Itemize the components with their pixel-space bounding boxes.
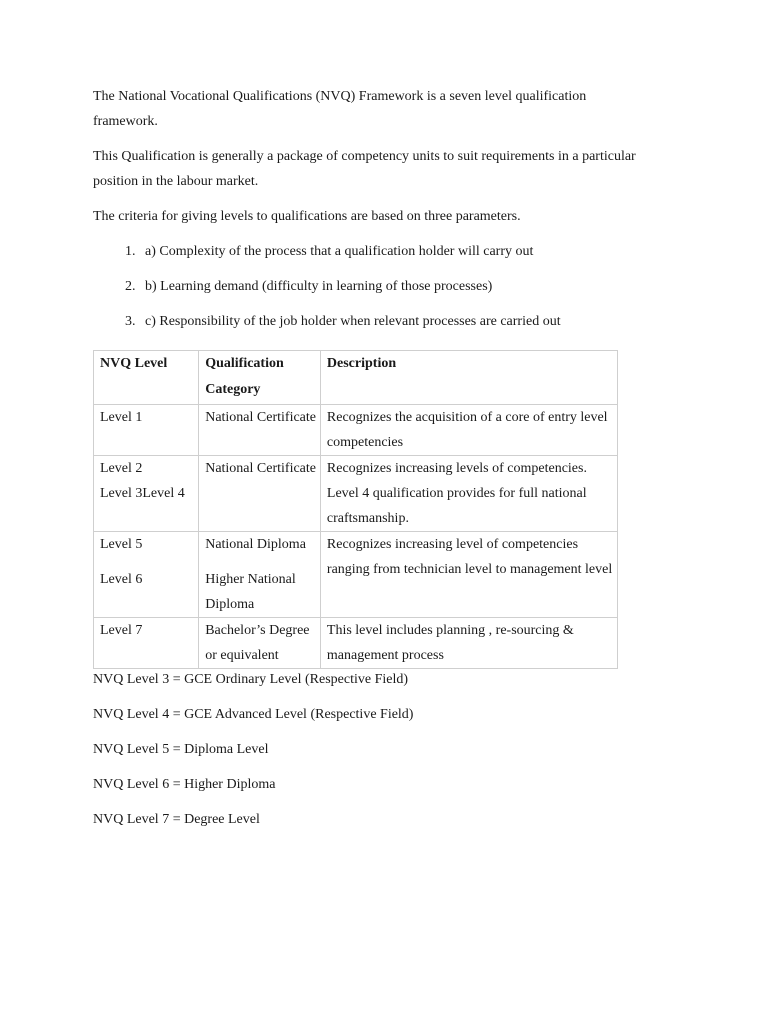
cell-level xyxy=(94,456,199,532)
cell-description: Recognizes the acquisition of a core of entry level competencies xyxy=(320,405,617,456)
equivalent-line: NVQ Level 3 = GCE Ordinary Level (Respective Field) xyxy=(93,672,409,687)
equivalent-line: NVQ Level 4 = GCE Advanced Level (Respective Field) xyxy=(93,707,414,722)
level-text: Level 2 xyxy=(100,461,143,476)
header-qualification-category: Qualification Category xyxy=(199,351,321,405)
cell-category xyxy=(199,456,321,532)
intro-paragraph-1: The National Vocational Qualifications (NVQ) Framework is a seven level qualification framework. xyxy=(93,89,587,129)
equivalent-line: NVQ Level 7 = Degree Level xyxy=(93,812,260,827)
table-row xyxy=(94,405,618,456)
table-header-row xyxy=(94,351,618,405)
header-description: Description xyxy=(320,351,617,405)
category-text: National Certificate xyxy=(205,410,316,425)
header-nvq-level: NVQ Level xyxy=(94,351,199,405)
category-text: National Diploma xyxy=(205,537,306,552)
cell-level xyxy=(94,618,199,669)
cell-description: This level includes planning , re-sourcing & management process xyxy=(320,618,617,669)
equivalents-list xyxy=(93,667,653,832)
level-text: Level 7 xyxy=(100,623,143,638)
nvq-levels-table xyxy=(93,350,618,669)
category-text: Bachelor’s Degree or equivalent xyxy=(205,623,310,663)
criteria-item: 1. a) Complexity of the process that a qualification holder will carry out xyxy=(139,239,653,264)
table-row xyxy=(94,456,618,532)
cell-category xyxy=(199,532,321,618)
intro-paragraph-3: The criteria for giving levels to qualifications are based on three parameters. xyxy=(93,209,521,224)
equivalent-line: NVQ Level 5 = Diploma Level xyxy=(93,742,269,757)
table-row xyxy=(94,532,618,618)
intro-paragraph-2: This Qualification is generally a package of competency units to suit requirements in a particular position in the labour market. xyxy=(93,149,636,189)
table-row xyxy=(94,618,618,669)
cell-description: Recognizes increasing level of competencies ranging from technician level to management level xyxy=(320,532,617,618)
level-text: Level 1 xyxy=(100,410,143,425)
criteria-list xyxy=(93,239,653,334)
cell-category xyxy=(199,405,321,456)
document-page xyxy=(93,84,653,842)
cell-level xyxy=(94,532,199,618)
criteria-item: 3. c) Responsibility of the job holder when relevant processes are carried out xyxy=(139,309,653,334)
category-text: Higher National Diploma xyxy=(205,572,296,612)
cell-description: Recognizes increasing levels of competencies. Level 4 qualification provides for full national craftsmanship. xyxy=(320,456,617,532)
equivalent-line: NVQ Level 6 = Higher Diploma xyxy=(93,777,276,792)
cell-category xyxy=(199,618,321,669)
level-text: Level 5 xyxy=(100,537,143,552)
criteria-item: 2. b) Learning demand (difficulty in learning of those processes) xyxy=(139,274,653,299)
level-text: Level 3Level 4 xyxy=(100,486,185,501)
cell-level xyxy=(94,405,199,456)
level-text: Level 6 xyxy=(100,572,143,587)
category-text: National Certificate xyxy=(205,461,316,476)
